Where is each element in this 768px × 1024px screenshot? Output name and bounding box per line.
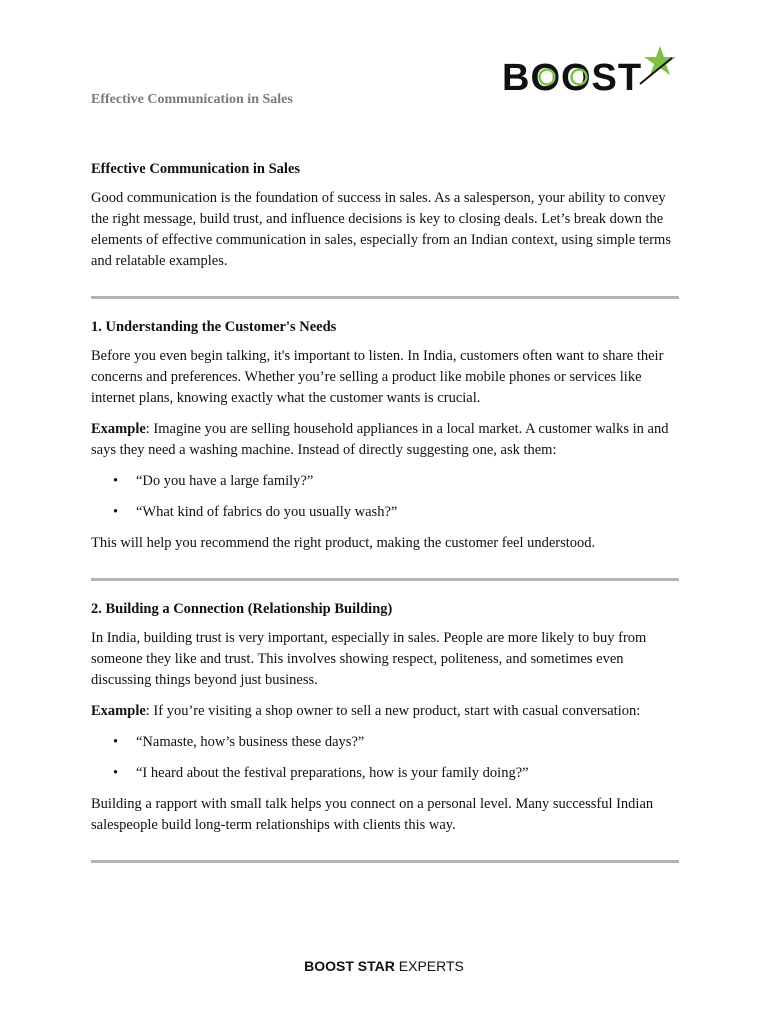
section-customer-needs [91, 318, 681, 554]
footer-brand-bold: BOOST STAR [304, 958, 395, 974]
section-relationship-building [91, 600, 681, 836]
section-body: Before you even begin talking, it's important to listen. In India, customers often want to share their concerns and preferences. Whether you’re selling a product like mobile phones or services like internet plans, knowing exactly what the customer wants is crucial. [91, 348, 664, 406]
example-label: Example [91, 703, 146, 719]
example-text: : Imagine you are selling household appliances in a local market. A customer walks in and says they need a washing machine. Instead of directly suggesting one, ask them: [91, 421, 669, 458]
question-list [91, 732, 681, 784]
list-item [91, 471, 681, 492]
question-list [91, 471, 681, 523]
document-body [91, 160, 681, 863]
document-title: Effective Communication in Sales [91, 161, 301, 177]
star-icon [644, 46, 676, 75]
section-divider [91, 860, 679, 863]
list-item-text: “I heard about the festival preparations, how is your family doing?” [136, 765, 529, 781]
list-item [91, 732, 681, 753]
bullet-dot: • [113, 504, 119, 520]
section-heading: 1. Understanding the Customer's Needs [91, 319, 337, 335]
logo-text: BOOST [502, 57, 643, 94]
example-label: Example [91, 421, 146, 437]
boost-logo [502, 44, 678, 94]
example-paragraph [91, 701, 681, 722]
section-closing: This will help you recommend the right product, making the customer feel understood. [91, 535, 596, 551]
section-body: In India, building trust is very important, especially in sales. People are more likely to buy from someone they like and trust. This involves showing respect, politeness, and sometimes even discussing things beyond just business. [91, 630, 647, 688]
list-item [91, 763, 681, 784]
bullet-dot: • [113, 734, 119, 750]
list-item [91, 502, 681, 523]
example-paragraph [91, 419, 681, 461]
footer-brand-rest: EXPERTS [394, 958, 464, 974]
section-divider [91, 296, 679, 299]
section-heading: 2. Building a Connection (Relationship Building) [91, 601, 393, 617]
example-text: : If you’re visiting a shop owner to sell a new product, start with casual conversation: [145, 703, 641, 719]
list-item-text: “What kind of fabrics do you usually wash?” [136, 504, 398, 520]
section-divider [91, 578, 679, 581]
intro-paragraph: Good communication is the foundation of success in sales. As a salesperson, your ability to convey the right message, build trust, and influence decisions is key to closing deals. Let’s break down the elements of effective communication in sales, especially from an Indian context, using simple terms and relatable examples. [91, 190, 671, 269]
bullet-dot: • [113, 473, 119, 489]
section-closing: Building a rapport with small talk helps you connect on a personal level. Many successful Indian salespeople build long-term relationships with clients this way. [91, 796, 654, 833]
page-footer [0, 958, 768, 974]
bullet-dot: • [113, 765, 119, 781]
list-item-text: “Do you have a large family?” [136, 473, 314, 489]
list-item-text: “Namaste, how’s business these days?” [136, 734, 365, 750]
page-header-title: Effective Communication in Sales [91, 92, 293, 107]
